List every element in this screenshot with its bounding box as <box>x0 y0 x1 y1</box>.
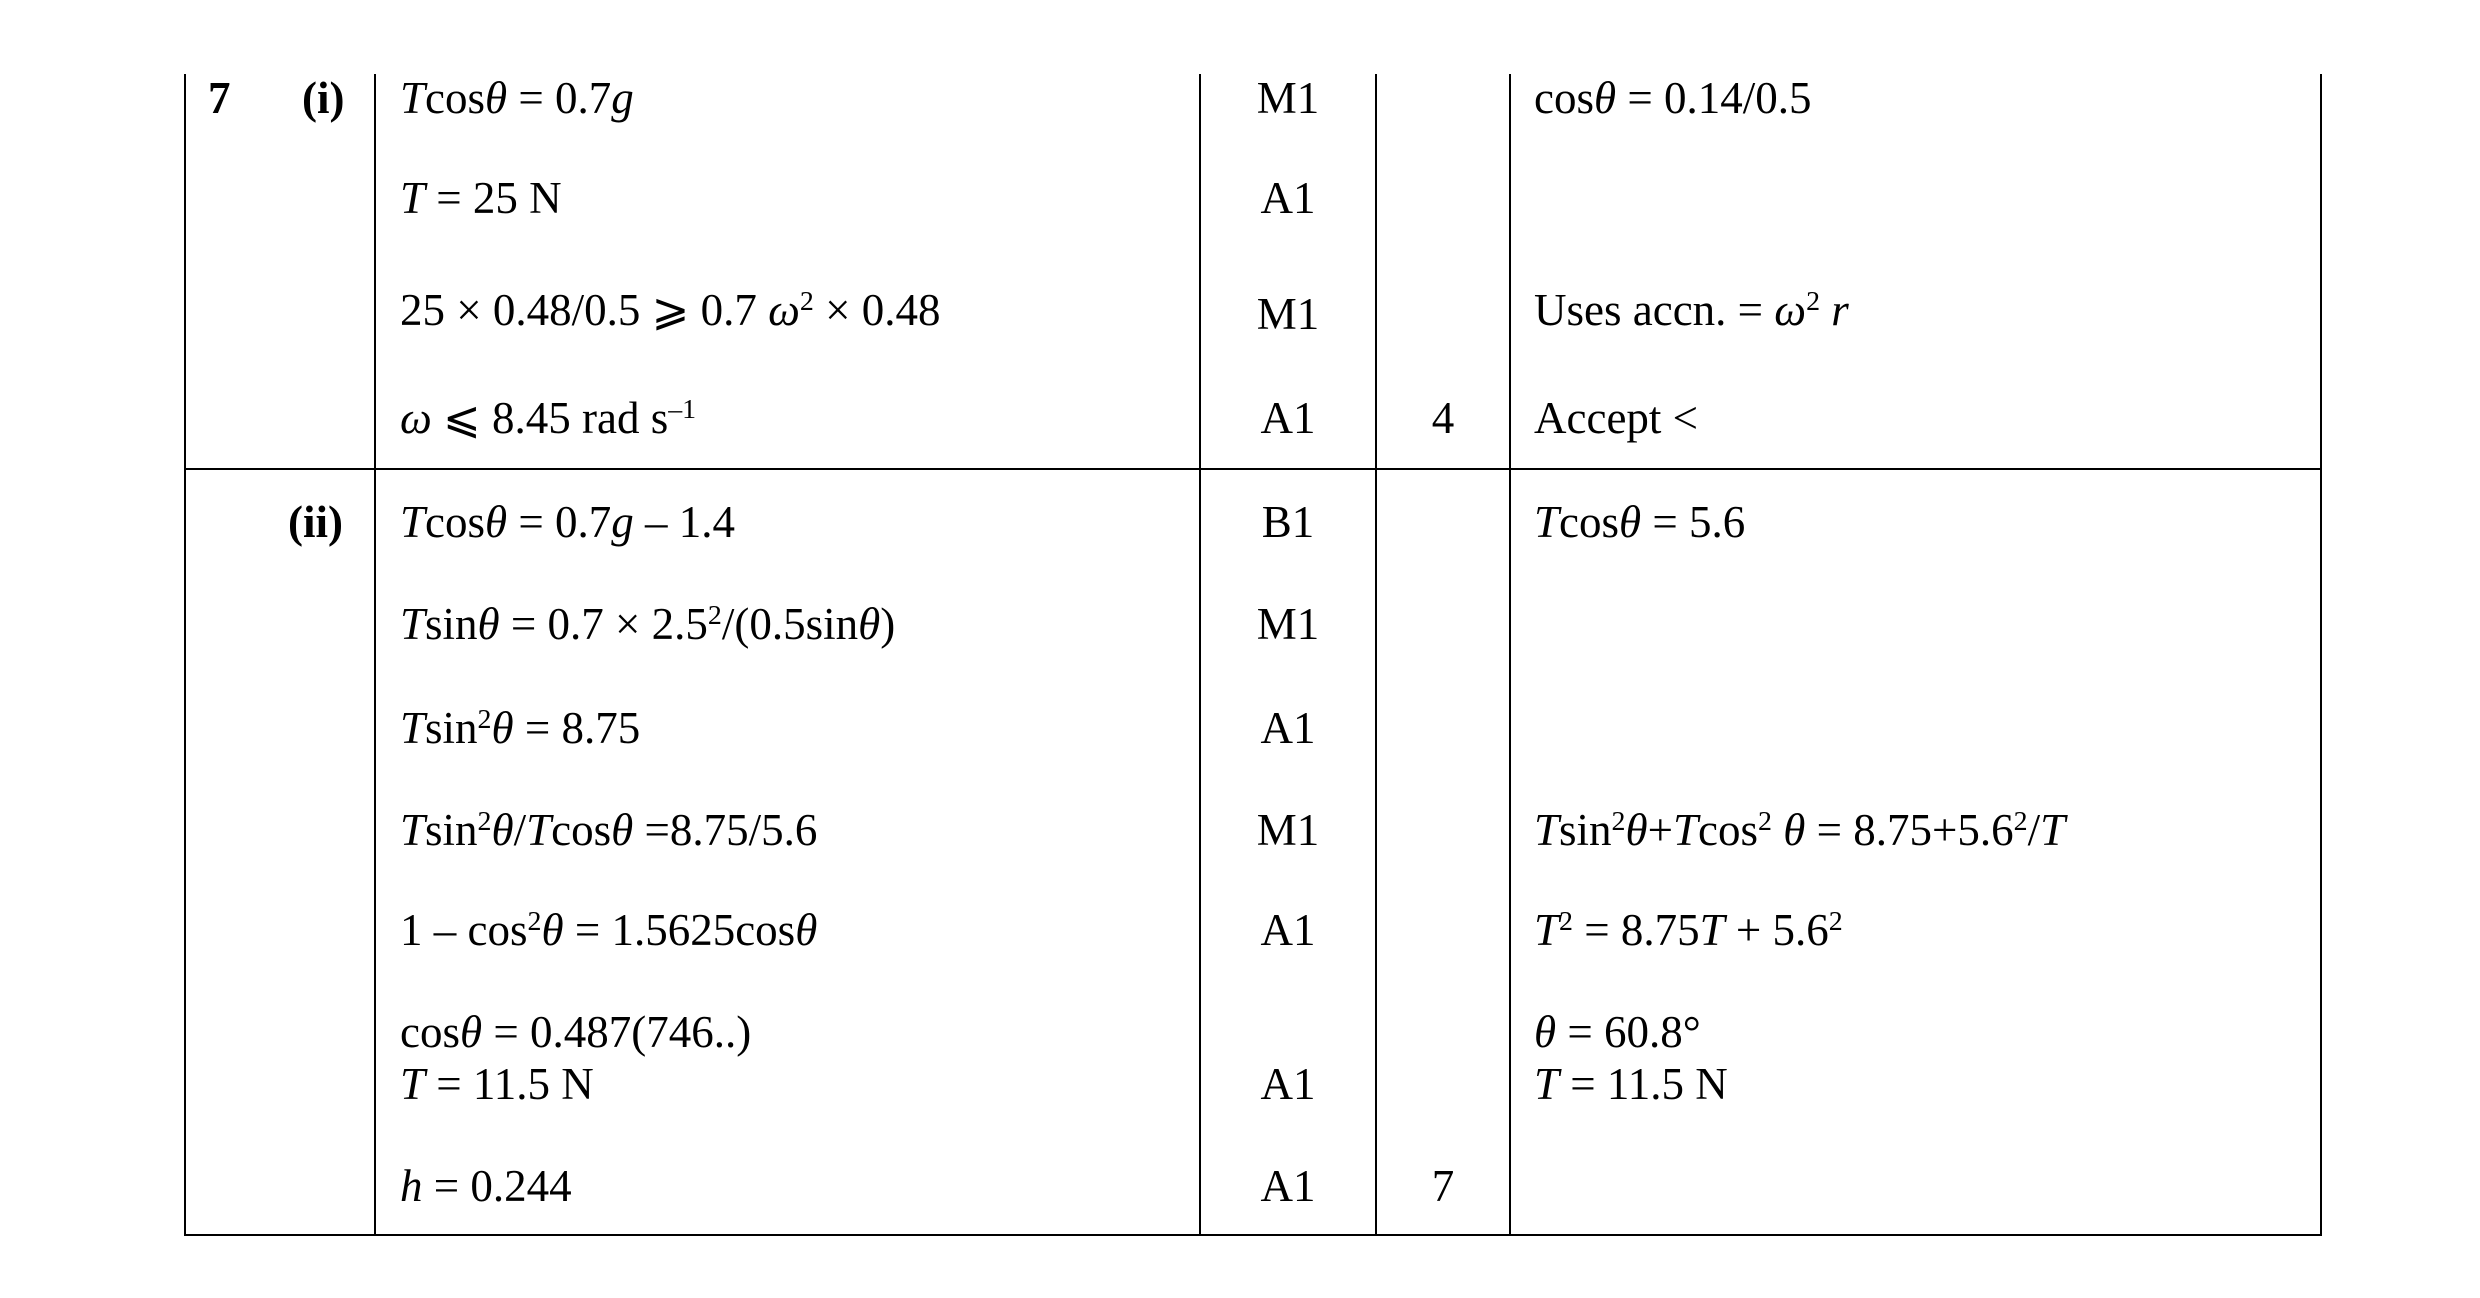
mark-code: M1 <box>1256 599 1320 649</box>
working-line: Tsin$^2$θ = 8.75 <box>400 703 641 753</box>
working-line: Tsin$^2$θ/Tcosθ =8.75/5.6 <box>400 805 818 855</box>
part-label-i: (i) <box>302 73 345 123</box>
mark-code: M1 <box>1256 73 1320 123</box>
working-line: Tcosθ = 0.7g <box>400 73 634 123</box>
mark-code: A1 <box>1260 905 1316 955</box>
mark-code: M1 <box>1256 289 1320 339</box>
column-divider-label <box>374 74 376 1236</box>
working-line: T = 11.5 N <box>400 1059 594 1109</box>
working-line: $1 - \cos^2\theta = 1.5625\cos\theta$ <box>400 905 818 955</box>
mark-code: B1 <box>1261 497 1315 547</box>
working-line: h = 0.244 <box>400 1161 572 1211</box>
guidance-note: Tsin$^2$θ+Tcos$^2$ $\theta = 8.75+5.6^2/T$ <box>1534 805 2066 855</box>
working-line: T = 25 N <box>400 173 562 223</box>
guidance-note: cosθ = 0.14/0.5 <box>1534 73 1812 123</box>
part-total: 4 <box>1431 393 1455 443</box>
mark-code: A1 <box>1260 1059 1316 1109</box>
working-line: Tcosθ = 0.7g – 1.4 <box>400 497 736 547</box>
mark-code: A1 <box>1260 1161 1316 1211</box>
question-number: 7 <box>208 73 231 123</box>
guidance-note: $T^2 = 8.75T + 5.6^2$ <box>1534 905 1843 955</box>
table-border-right <box>2320 74 2322 1236</box>
column-divider-mark <box>1375 74 1377 1236</box>
mark-code: M1 <box>1256 805 1320 855</box>
working-line: ω ⩽ 8.45 rad $s^{-1}$ <box>400 393 697 443</box>
guidance-note: Tcosθ = 5.6 <box>1534 497 1746 547</box>
mark-code: A1 <box>1260 703 1316 753</box>
table-border-bottom <box>184 1234 2322 1236</box>
working-line: 25 × 0.48/0.5 ⩾ 0.7 $\omega^2 \times 0.48$ <box>400 285 941 335</box>
guidance-note: θ = 60.8° <box>1534 1007 1701 1057</box>
guidance-note: Accept < <box>1534 393 1699 443</box>
part-divider <box>184 468 2322 470</box>
table-border-left <box>184 74 186 1236</box>
column-divider-total <box>1509 74 1511 1236</box>
working-line: $Tsin\theta = 0.7 \times 2.5^2/(0.5\sin\theta)$ <box>400 599 896 649</box>
mark-code: A1 <box>1260 393 1316 443</box>
guidance-note: T = 11.5 N <box>1534 1059 1728 1109</box>
guidance-note: Uses accn. = $\omega^2$ r <box>1534 285 1849 335</box>
part-label-ii: (ii) <box>288 497 343 547</box>
mark-code: A1 <box>1260 173 1316 223</box>
part-total: 7 <box>1431 1161 1455 1211</box>
working-line: cosθ = 0.487(746..) <box>400 1007 752 1057</box>
